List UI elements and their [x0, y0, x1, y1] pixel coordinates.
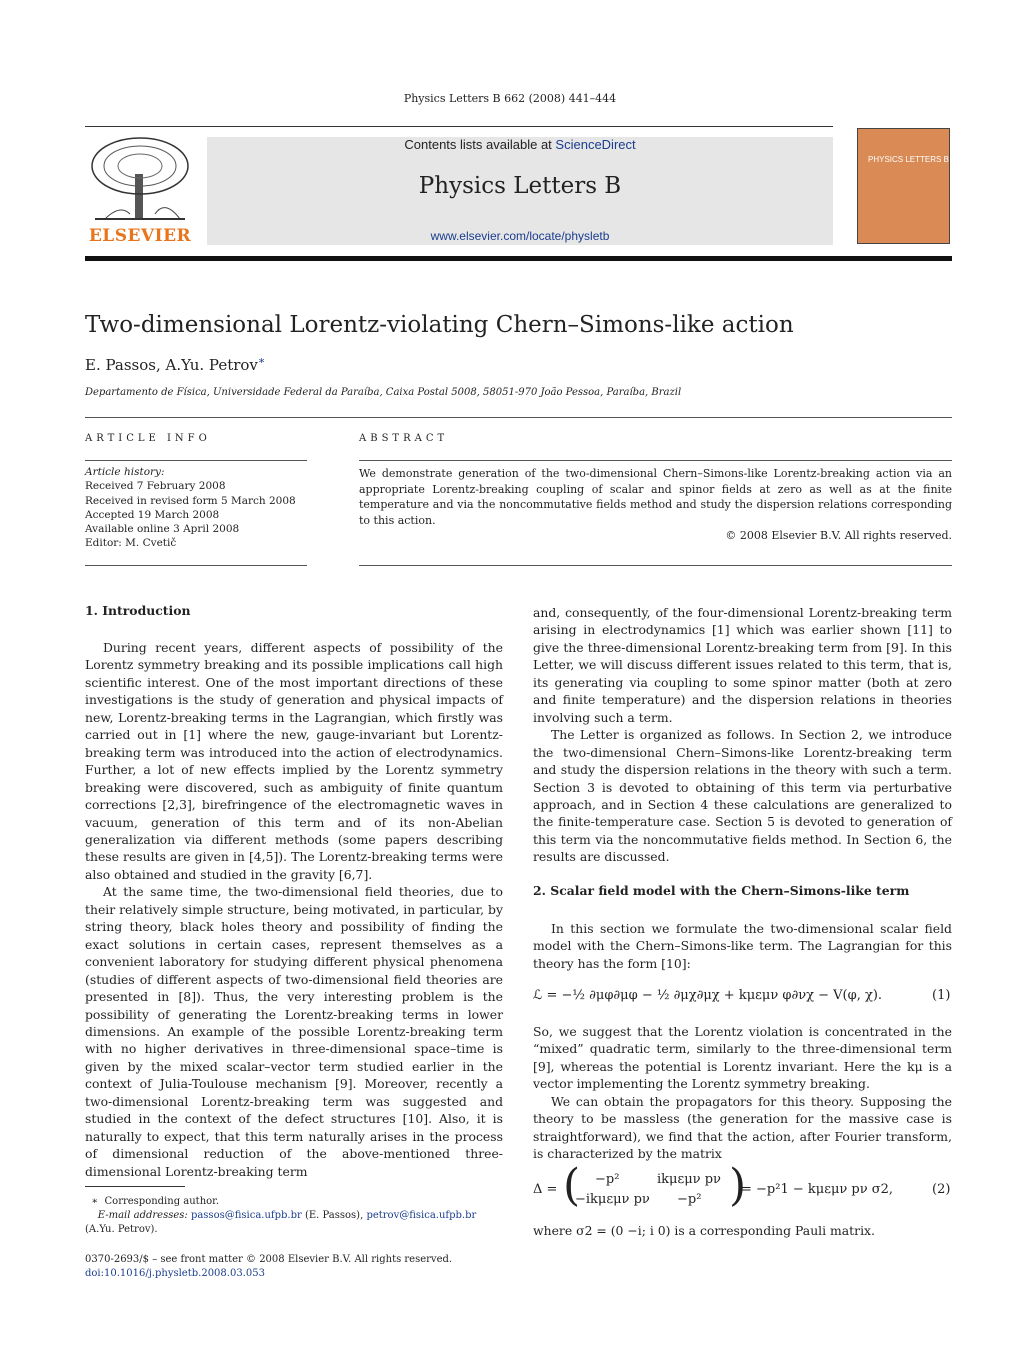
email-owner: (A.Yu. Petrov).: [85, 1224, 158, 1235]
corresponding-author-mark[interactable]: ∗: [257, 354, 266, 367]
header-rule: [85, 256, 952, 261]
journal-name: Physics Letters B: [418, 173, 622, 199]
email-owner: (E. Passos),: [304, 1210, 364, 1221]
publisher-name: ELSEVIER: [88, 226, 192, 246]
right-column-mid: [533, 920, 952, 972]
footnote-rule: [85, 1186, 185, 1187]
corresponding-text: Corresponding author.: [104, 1196, 220, 1207]
history-item: Available online 3 April 2008: [85, 523, 240, 536]
corresponding-footnote: [85, 1195, 503, 1209]
paragraph: So, we suggest that the Lorentz violation is concentrated in the “mixed” quadratic term, similarly to the three-dimensional term [9], whereas the potential is Lorentz invariant. Here the kμ is a vector implementing the Lorentz symmetry breaking.: [533, 1024, 952, 1092]
history-label: Article history:: [85, 466, 165, 478]
divider: [85, 417, 952, 418]
author-names: E. Passos, A.Yu. Petrov: [85, 356, 258, 374]
email-link[interactable]: petrov@fisica.ufpb.br: [366, 1210, 477, 1221]
abstract-text: We demonstrate generation of the two-dimensional Chern–Simons-like Lorentz-breaking action via an appropriate Lorentz-breaking coupling of scalar and spinor fields at zero as well as at the finite temperature and via the noncommutative fields method and study the dispersion relations corresponding to this action.: [359, 467, 952, 527]
article-title: Two-dimensional Lorentz-violating Chern–Simons-like action: [85, 312, 794, 338]
matrix-cell: −ikμεμν pν: [575, 1192, 650, 1207]
right-column-end: [533, 1222, 952, 1239]
affiliation: Departamento de Física, Universidade Federal da Paraíba, Caixa Postal 5008, 58051-970 João Pessoa, Paraíba, Brazil: [85, 387, 682, 398]
email-label: E-mail addresses:: [97, 1210, 188, 1221]
right-column-lower: [533, 1023, 952, 1163]
paragraph: During recent years, different aspects of possibility of the Lorentz symmetry breaking and its possible implications call high scientific interest. One of the most important directions of these investigations is the study of generation and physical impacts of new, Lorentz-breaking terms in the Lagrangian, which firstly was carried out in [1] where the new, gauge-invariant but Lorentz-breaking term was introduced into the action of electrodynamics. Further, a lot of new effects implied by the Lorentz symmetry breaking were discovered, such as ambiguity of finite quantum corrections [2,3], birefringence of the electromagnetic waves in vacuum, generation of this term and of its non-Abelian generalization via different methods (some papers describing these results are given in [4,5]). The Lorentz-breaking terms were also obtained and studied in the gravity [6,7].: [85, 640, 503, 882]
history-item: Received in revised form 5 March 2008: [85, 494, 296, 507]
matrix-cell: −p²: [677, 1192, 702, 1207]
footnote-star: ∗: [91, 1196, 99, 1207]
history-item: Received 7 February 2008: [85, 480, 226, 493]
journal-banner: [207, 137, 833, 245]
matrix-cell: ikμεμν pν: [657, 1172, 721, 1187]
cover-title: PHYSICS LETTERS B: [868, 155, 949, 164]
eq2-rhs: = −p²1 − kμεμν pν σ2,: [741, 1182, 894, 1197]
paragraph: and, consequently, of the four-dimensional Lorentz-breaking term arising in electrodynamics [1] which was earlier shown [11] to give the three-dimensional Lorentz-breaking term from [9]. In this Letter, we will discuss different issues related to this term, that is, its generating via coupling to some spinor matter (both at zero and finite temperature) and the dispersion relations in theories involving such a term.: [533, 605, 952, 725]
abstract-copyright: © 2008 Elsevier B.V. All rights reserved.: [725, 529, 952, 542]
divider: [85, 565, 307, 566]
divider: [359, 460, 952, 461]
email-footnote: [85, 1209, 503, 1223]
journal-reference: Physics Letters B 662 (2008) 441–444: [403, 92, 617, 105]
equation-2-number: (2): [932, 1182, 951, 1197]
eq2-lhs: Δ =: [533, 1182, 558, 1197]
right-paren: ): [729, 1160, 747, 1211]
history-item: Editor: M. Cvetič: [85, 537, 177, 550]
paragraph: At the same time, the two-dimensional field theories, due to their relatively simple structure, being motivated, in particular, by string theory, black holes theory and possibility of finding the exact solutions in certain cases, represent themselves as a convenient laboratory for studying different physical phenomena (studies of different aspects of two-dimensional field theories are presented in [8]). Thus, the very interesting problem is the possibility of generating the Lorentz-breaking terms in lower dimensions. An example of the possible Lorentz-breaking term with no higher derivatives in three-dimensional space–time is given by the mixed scalar–vector term studied earlier in the context of Julia-Toulouse mechanism [9]. Moreover, recently a two-dimensional Lorentz-breaking term was suggested and studied in the context of the defect structures [10]. Also, it is naturally to expect, that this term naturally arises in the process of dimensional reduction of the above-mentioned three-dimensional Lorentz-breaking term: [85, 884, 503, 1179]
footnotes: [85, 1195, 503, 1237]
tree-icon: [85, 134, 195, 224]
issn-line: 0370-2693/$ – see front matter © 2008 Elsevier B.V. All rights reserved.: [85, 1254, 453, 1265]
journal-url-link[interactable]: www.elsevier.com/locate/physletb: [430, 229, 610, 243]
right-column-top: [533, 604, 952, 866]
equation-1-number: (1): [932, 988, 951, 1003]
divider: [85, 460, 307, 461]
contents-line: [207, 137, 833, 152]
history-item: Accepted 19 March 2008: [85, 508, 220, 521]
front-matter: [85, 1253, 503, 1281]
article-history: [85, 465, 307, 551]
divider: [359, 565, 952, 566]
section-2-heading: 2. Scalar field model with the Chern–Simons-like term: [533, 883, 910, 898]
matrix-cell: −p²: [595, 1172, 620, 1187]
paragraph: The Letter is organized as follows. In Section 2, we introduce the two-dimensional Chern–Simons-like Lorentz-breaking term and study the dispersion relations in the theory with such a term. Section 3 is devoted to obtaining of this term via perturbative approach, and in Section 4 these calculations are generalized to the finite-temperature case. Section 5 is devoted to generation of this term via the noncommutative fields method. In Section 6, the results are discussed.: [533, 727, 952, 865]
equation-2: [533, 1160, 952, 1216]
paragraph: In this section we formulate the two-dimensional scalar field model with the Chern–Simons-like term. The Lagrangian for this theory has the form [10]:: [533, 921, 952, 971]
doi-link[interactable]: doi:10.1016/j.physletb.2008.03.053: [85, 1268, 265, 1279]
abstract-label: ABSTRACT: [359, 433, 449, 444]
paragraph: We can obtain the propagators for this theory. Supposing the theory to be massless (the generation for the massive case is straightforward), we find that the action, after Fourier transform, is characterized by the matrix: [533, 1093, 952, 1162]
email-link[interactable]: passos@fisica.ufpb.br: [190, 1210, 302, 1221]
article-info-label: ARTICLE INFO: [85, 433, 211, 444]
paragraph: where σ2 = (0 −i; i 0) is a corresponding Pauli matrix.: [533, 1223, 875, 1238]
equation-1: ℒ = −½ ∂μφ∂μφ − ½ ∂μχ∂μχ + kμεμν φ∂νχ − V(φ, χ).: [533, 988, 883, 1003]
journal-cover: [857, 128, 950, 244]
authors: [85, 354, 265, 374]
left-paren: (: [563, 1160, 581, 1211]
section-1-heading: 1. Introduction: [85, 603, 191, 618]
contents-prefix: Contents lists available at: [404, 137, 552, 152]
top-rule: [85, 126, 833, 127]
sciencedirect-link[interactable]: ScienceDirect: [555, 137, 636, 152]
elsevier-logo: [85, 134, 195, 246]
left-column: [85, 639, 503, 1180]
